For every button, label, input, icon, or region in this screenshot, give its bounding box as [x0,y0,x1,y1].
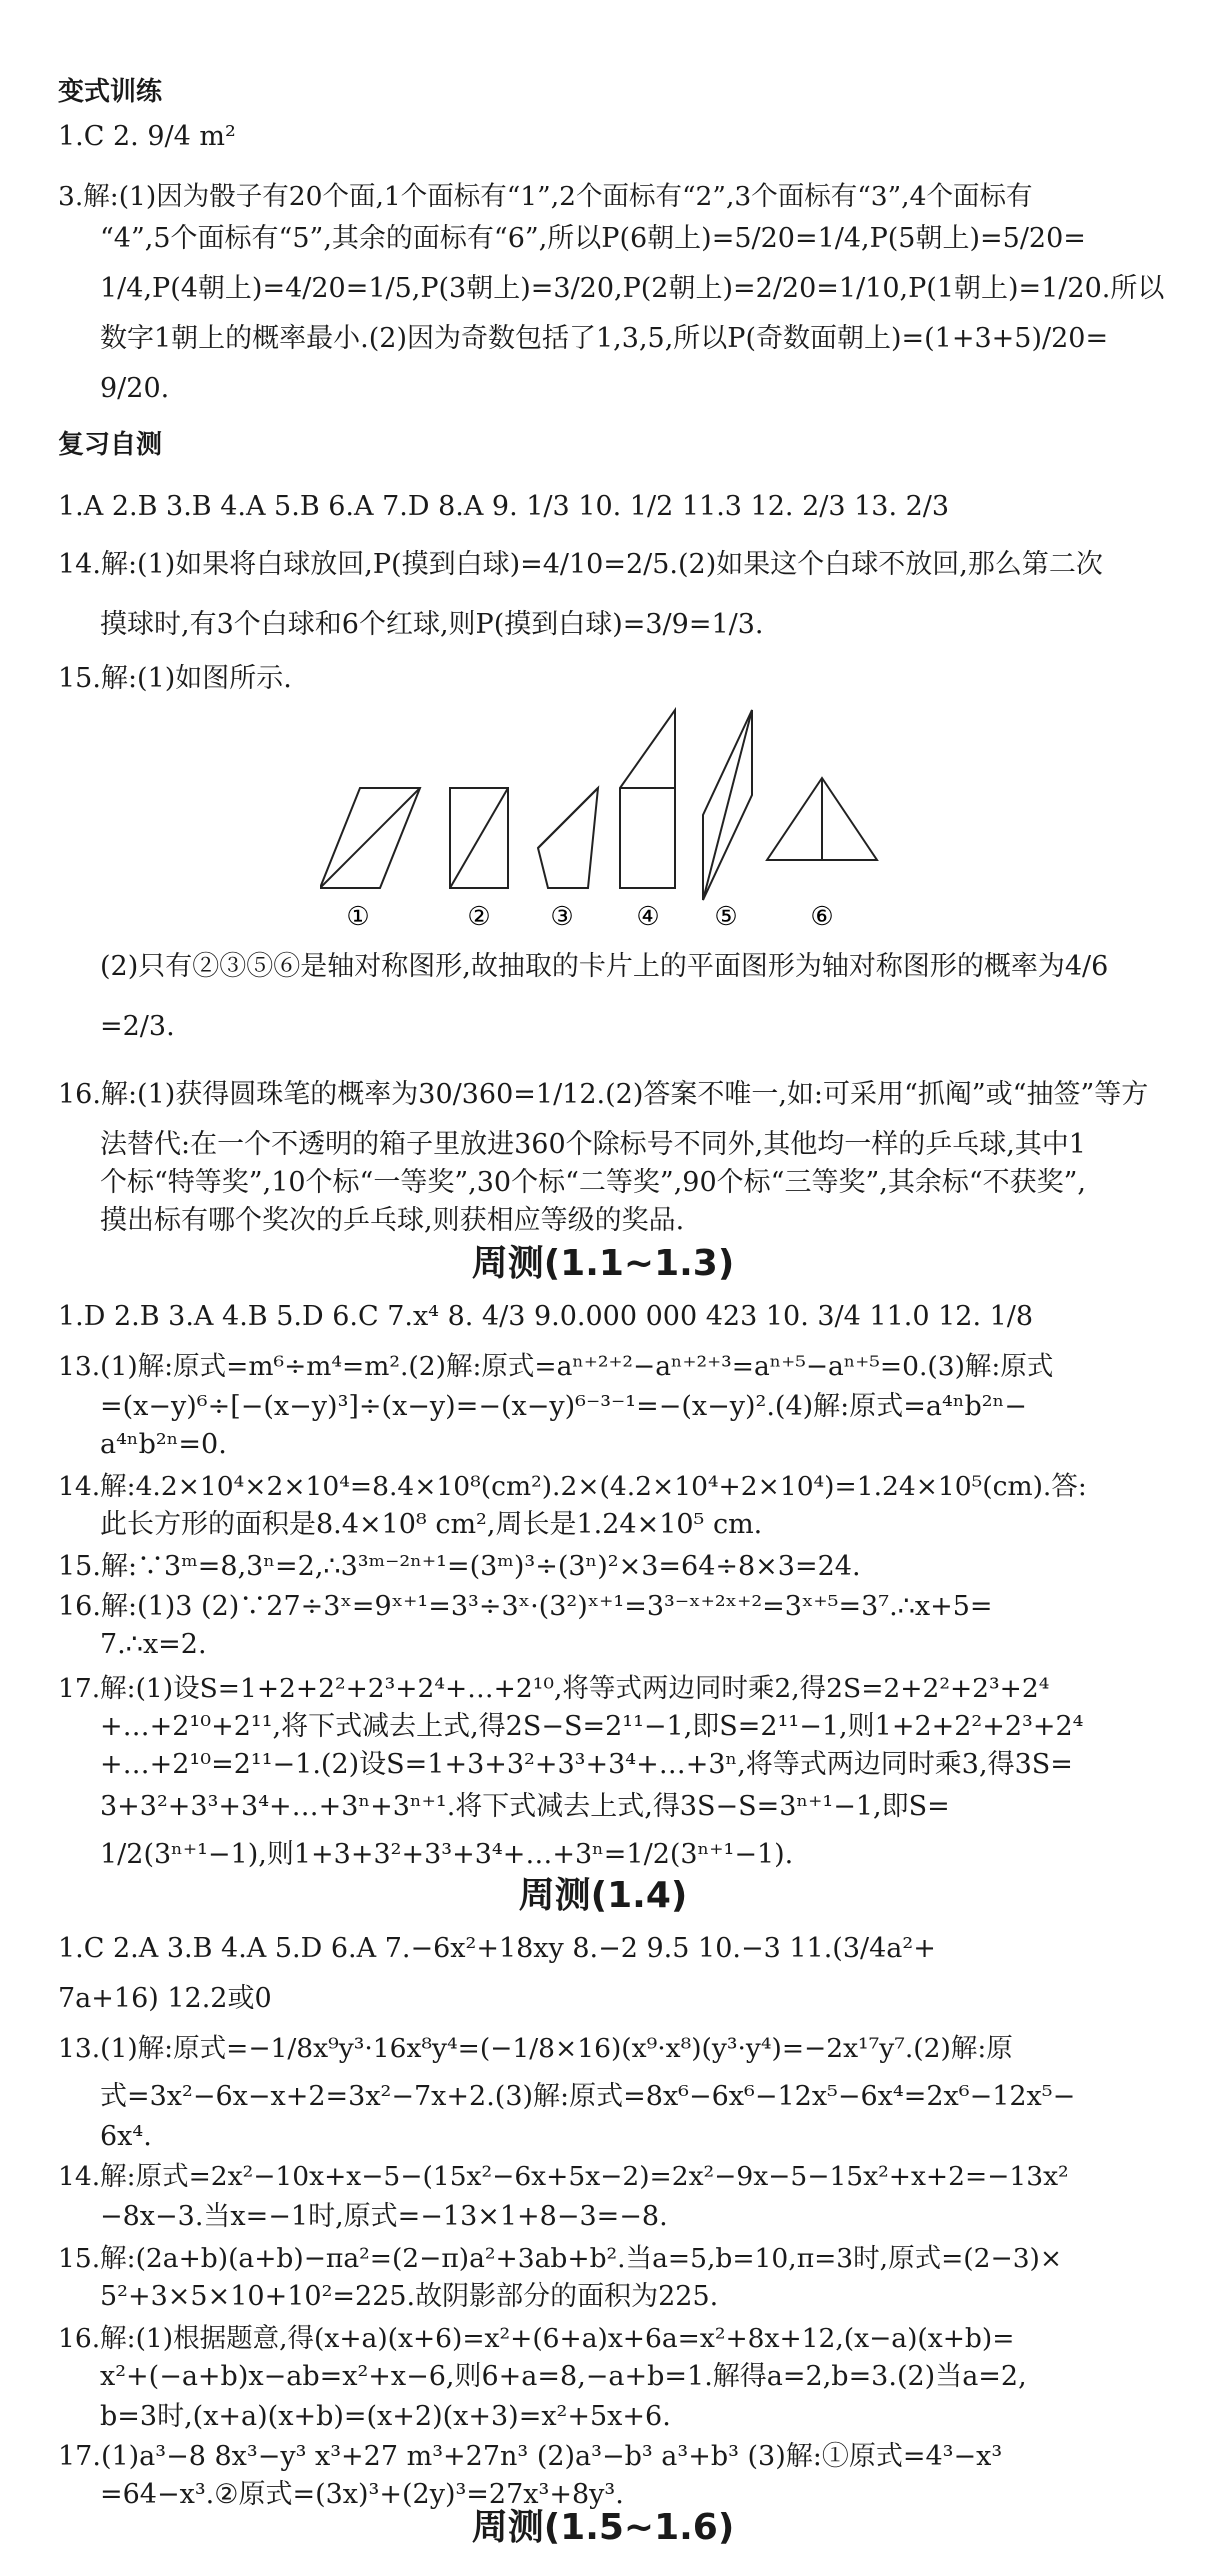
text-line-l25: 15.解:∵3ᵐ=8,3ⁿ=2,∴3³ᵐ⁻²ⁿ⁺¹=(3ᵐ)³÷(3ⁿ)²×3=64÷8×3=24. [58,1551,861,1582]
shapes-figure [320,705,920,935]
text-line-l35: 13.(1)解:原式=−1/8x⁹y³·16x⁸y⁴=(−1/8×16)(x⁹·x⁸)(y³·y⁴)=−2x¹⁷y⁷.(2)解:原 [58,2033,1013,2064]
text-line-l11: 摸球时,有3个白球和6个红球,则P(摸到白球)=3/9=1/3. [100,609,764,640]
section-heading-s3: 周测(1.5~1.6) [471,2507,735,2548]
text-line-l38: 14.解:原式=2x²−10x+x−5−(15x²−6x+5x−2)=2x²−9x−5−15x²+x+2=−13x² [58,2161,1069,2192]
text-line-l26: 16.解:(1)3 (2)∵27÷3ˣ=9ˣ⁺¹=3³÷3ˣ·(3²)ˣ⁺¹=3³⁻ˣ⁺²ˣ⁺²=3ˣ⁺⁵=3⁷.∴x+5= [58,1591,993,1622]
text-line-l03: 3.解:(1)因为骰子有20个面,1个面标有“1”,2个面标有“2”,3个面标有“3”,4个面标有 [58,181,1033,212]
text-line-l02: 1.C 2. 9/4 m² [58,121,236,152]
text-line-l30: +…+2¹⁰=2¹¹−1.(2)设S=1+3+3²+3³+3⁴+…+3ⁿ,将等式两边同时乘3,得3S= [100,1749,1073,1780]
text-line-l04: “4”,5个面标有“5”,其余的面标有“6”,所以P(6朝上)=5/20=1/4,P(5朝上)=5/20= [100,223,1086,254]
text-line-l17: 个标“特等奖”,10个标“一等奖”,30个标“二等奖”,90个标“三等奖”,其余标“不获奖”, [100,1167,1087,1198]
section-heading-s1: 周测(1.1~1.3) [471,1243,735,1284]
text-line-l28: 17.解:(1)设S=1+2+2²+2³+2⁴+…+2¹⁰,将等式两边同时乘2,得2S=2+2²+2³+2⁴ [58,1673,1050,1704]
text-line-l22: a⁴ⁿb²ⁿ=0. [100,1429,227,1460]
text-line-l19: 1.D 2.B 3.A 4.B 5.D 6.C 7.x⁴ 8. 4/3 9.0.000 000 423 10. 3/4 11.0 12. 1/8 [58,1301,1034,1332]
shape-label-4: ④ [636,902,660,932]
shape-label-5: ⑤ [714,902,738,932]
text-line-l43: x²+(−a+b)x−ab=x²+x−6,则6+a=8,−a+b=1.解得a=2,b=3.(2)当a=2, [100,2361,1027,2392]
text-line-l33: 1.C 2.A 3.B 4.A 5.D 6.A 7.−6x²+18xy 8.−2 9.5 10.−3 11.(3/4a²+ [58,1933,936,1964]
text-line-l08: 复习自测 [58,430,163,460]
text-line-l06: 数字1朝上的概率最小.(2)因为奇数包括了1,3,5,所以P(奇数面朝上)=(1+3+5)/20= [100,323,1109,354]
text-line-l31: 3+3²+3³+3⁴+…+3ⁿ+3ⁿ⁺¹.将下式减去上式,得3S−S=3ⁿ⁺¹−1,即S= [100,1791,950,1822]
text-line-l16: 法替代:在一个不透明的箱子里放进360个除标号不同外,其他均一样的乒乓球,其中1 [100,1129,1086,1160]
text-line-l46: =64−x³.②原式=(3x)³+(2y)³=27x³+8y³. [100,2479,624,2510]
text-line-l42: 16.解:(1)根据题意,得(x+a)(x+6)=x²+(6+a)x+6a=x²+8x+12,(x−a)(x+b)= [58,2323,1015,2354]
text-line-l10: 14.解:(1)如果将白球放回,P(摸到白球)=4/10=2/5.(2)如果这个白球不放回,那么第二次 [58,549,1103,580]
text-line-l36: 式=3x²−6x−x+2=3x²−7x+2.(3)解:原式=8x⁶−6x⁶−12x⁵−6x⁴=2x⁶−12x⁵− [100,2081,1076,2112]
text-line-l07: 9/20. [100,373,170,404]
shape-label-3: ③ [550,902,574,932]
text-line-l41: 5²+3×5×10+10²=225.故阴影部分的面积为225. [100,2281,719,2312]
text-line-l39: −8x−3.当x=−1时,原式=−13×1+8−3=−8. [100,2201,668,2232]
shape-label-1: ① [346,902,370,932]
text-line-l21: =(x−y)⁶÷[−(x−y)³]÷(x−y)=−(x−y)⁶⁻³⁻¹=−(x−y)².(4)解:原式=a⁴ⁿb²ⁿ− [100,1391,1027,1422]
shape-label-6: ⑥ [810,902,834,932]
shape-3-diagonal [538,788,598,848]
text-line-l44: b=3时,(x+a)(x+b)=(x+2)(x+3)=x²+5x+6. [100,2401,671,2432]
text-line-l05: 1/4,P(4朝上)=4/20=1/5,P(3朝上)=3/20,P(2朝上)=2/20=1/10,P(1朝上)=1/20.所以 [100,273,1165,304]
text-line-l40: 15.解:(2a+b)(a+b)−πa²=(2−π)a²+3ab+b².当a=5,b=10,π=3时,原式=(2−3)× [58,2243,1063,2274]
shape-label-2: ② [467,902,491,932]
text-line-l32: 1/2(3ⁿ⁺¹−1),则1+3+3²+3³+3⁴+…+3ⁿ=1/2(3ⁿ⁺¹−1). [100,1839,794,1870]
text-line-l13: (2)只有②③⑤⑥是轴对称图形,故抽取的卡片上的平面图形为轴对称图形的概率为4/6 [100,951,1109,982]
text-line-l29: +…+2¹⁰+2¹¹,将下式减去上式,得2S−S=2¹¹−1,即S=2¹¹−1,则1+2+2²+2³+2⁴ [100,1711,1084,1742]
text-line-l14: =2/3. [100,1011,175,1042]
section-heading-s2: 周测(1.4) [518,1875,688,1916]
text-line-l23: 14.解:4.2×10⁴×2×10⁴=8.4×10⁸(cm²).2×(4.2×10⁴+2×10⁴)=1.24×10⁵(cm).答: [58,1471,1087,1502]
text-line-l09: 1.A 2.B 3.B 4.A 5.B 6.A 7.D 8.A 9. 1/3 10. 1/2 11.3 12. 2/3 13. 2/3 [58,491,950,522]
text-line-l45: 17.(1)a³−8 8x³−y³ x³+27 m³+27n³ (2)a³−b³ a³+b³ (3)解:①原式=4³−x³ [58,2441,1003,2472]
shape-1-diagonal [320,788,420,888]
shape-2-diagonal [450,788,508,888]
text-line-l01: 变式训练 [58,77,163,107]
shape-4-quadrilateral [620,710,675,888]
text-line-l37: 6x⁴. [100,2121,152,2152]
text-line-l34: 7a+16) 12.2或0 [58,1983,272,2014]
text-line-l18: 摸出标有哪个奖次的乒乓球,则获相应等级的奖品. [100,1205,685,1236]
text-line-l20: 13.(1)解:原式=m⁶÷m⁴=m².(2)解:原式=aⁿ⁺²⁺²−aⁿ⁺²⁺³=aⁿ⁺⁵−aⁿ⁺⁵=0.(3)解:原式 [58,1351,1054,1382]
text-line-l27: 7.∴x=2. [100,1629,207,1660]
shape-5-diagonal [703,710,752,900]
text-line-l12: 15.解:(1)如图所示. [58,663,292,694]
text-line-l24: 此长方形的面积是8.4×10⁸ cm²,周长是1.24×10⁵ cm. [100,1509,763,1540]
text-line-l15: 16.解:(1)获得圆珠笔的概率为30/360=1/12.(2)答案不唯一,如:可采用“抓阄”或“抽签”等方 [58,1079,1149,1110]
